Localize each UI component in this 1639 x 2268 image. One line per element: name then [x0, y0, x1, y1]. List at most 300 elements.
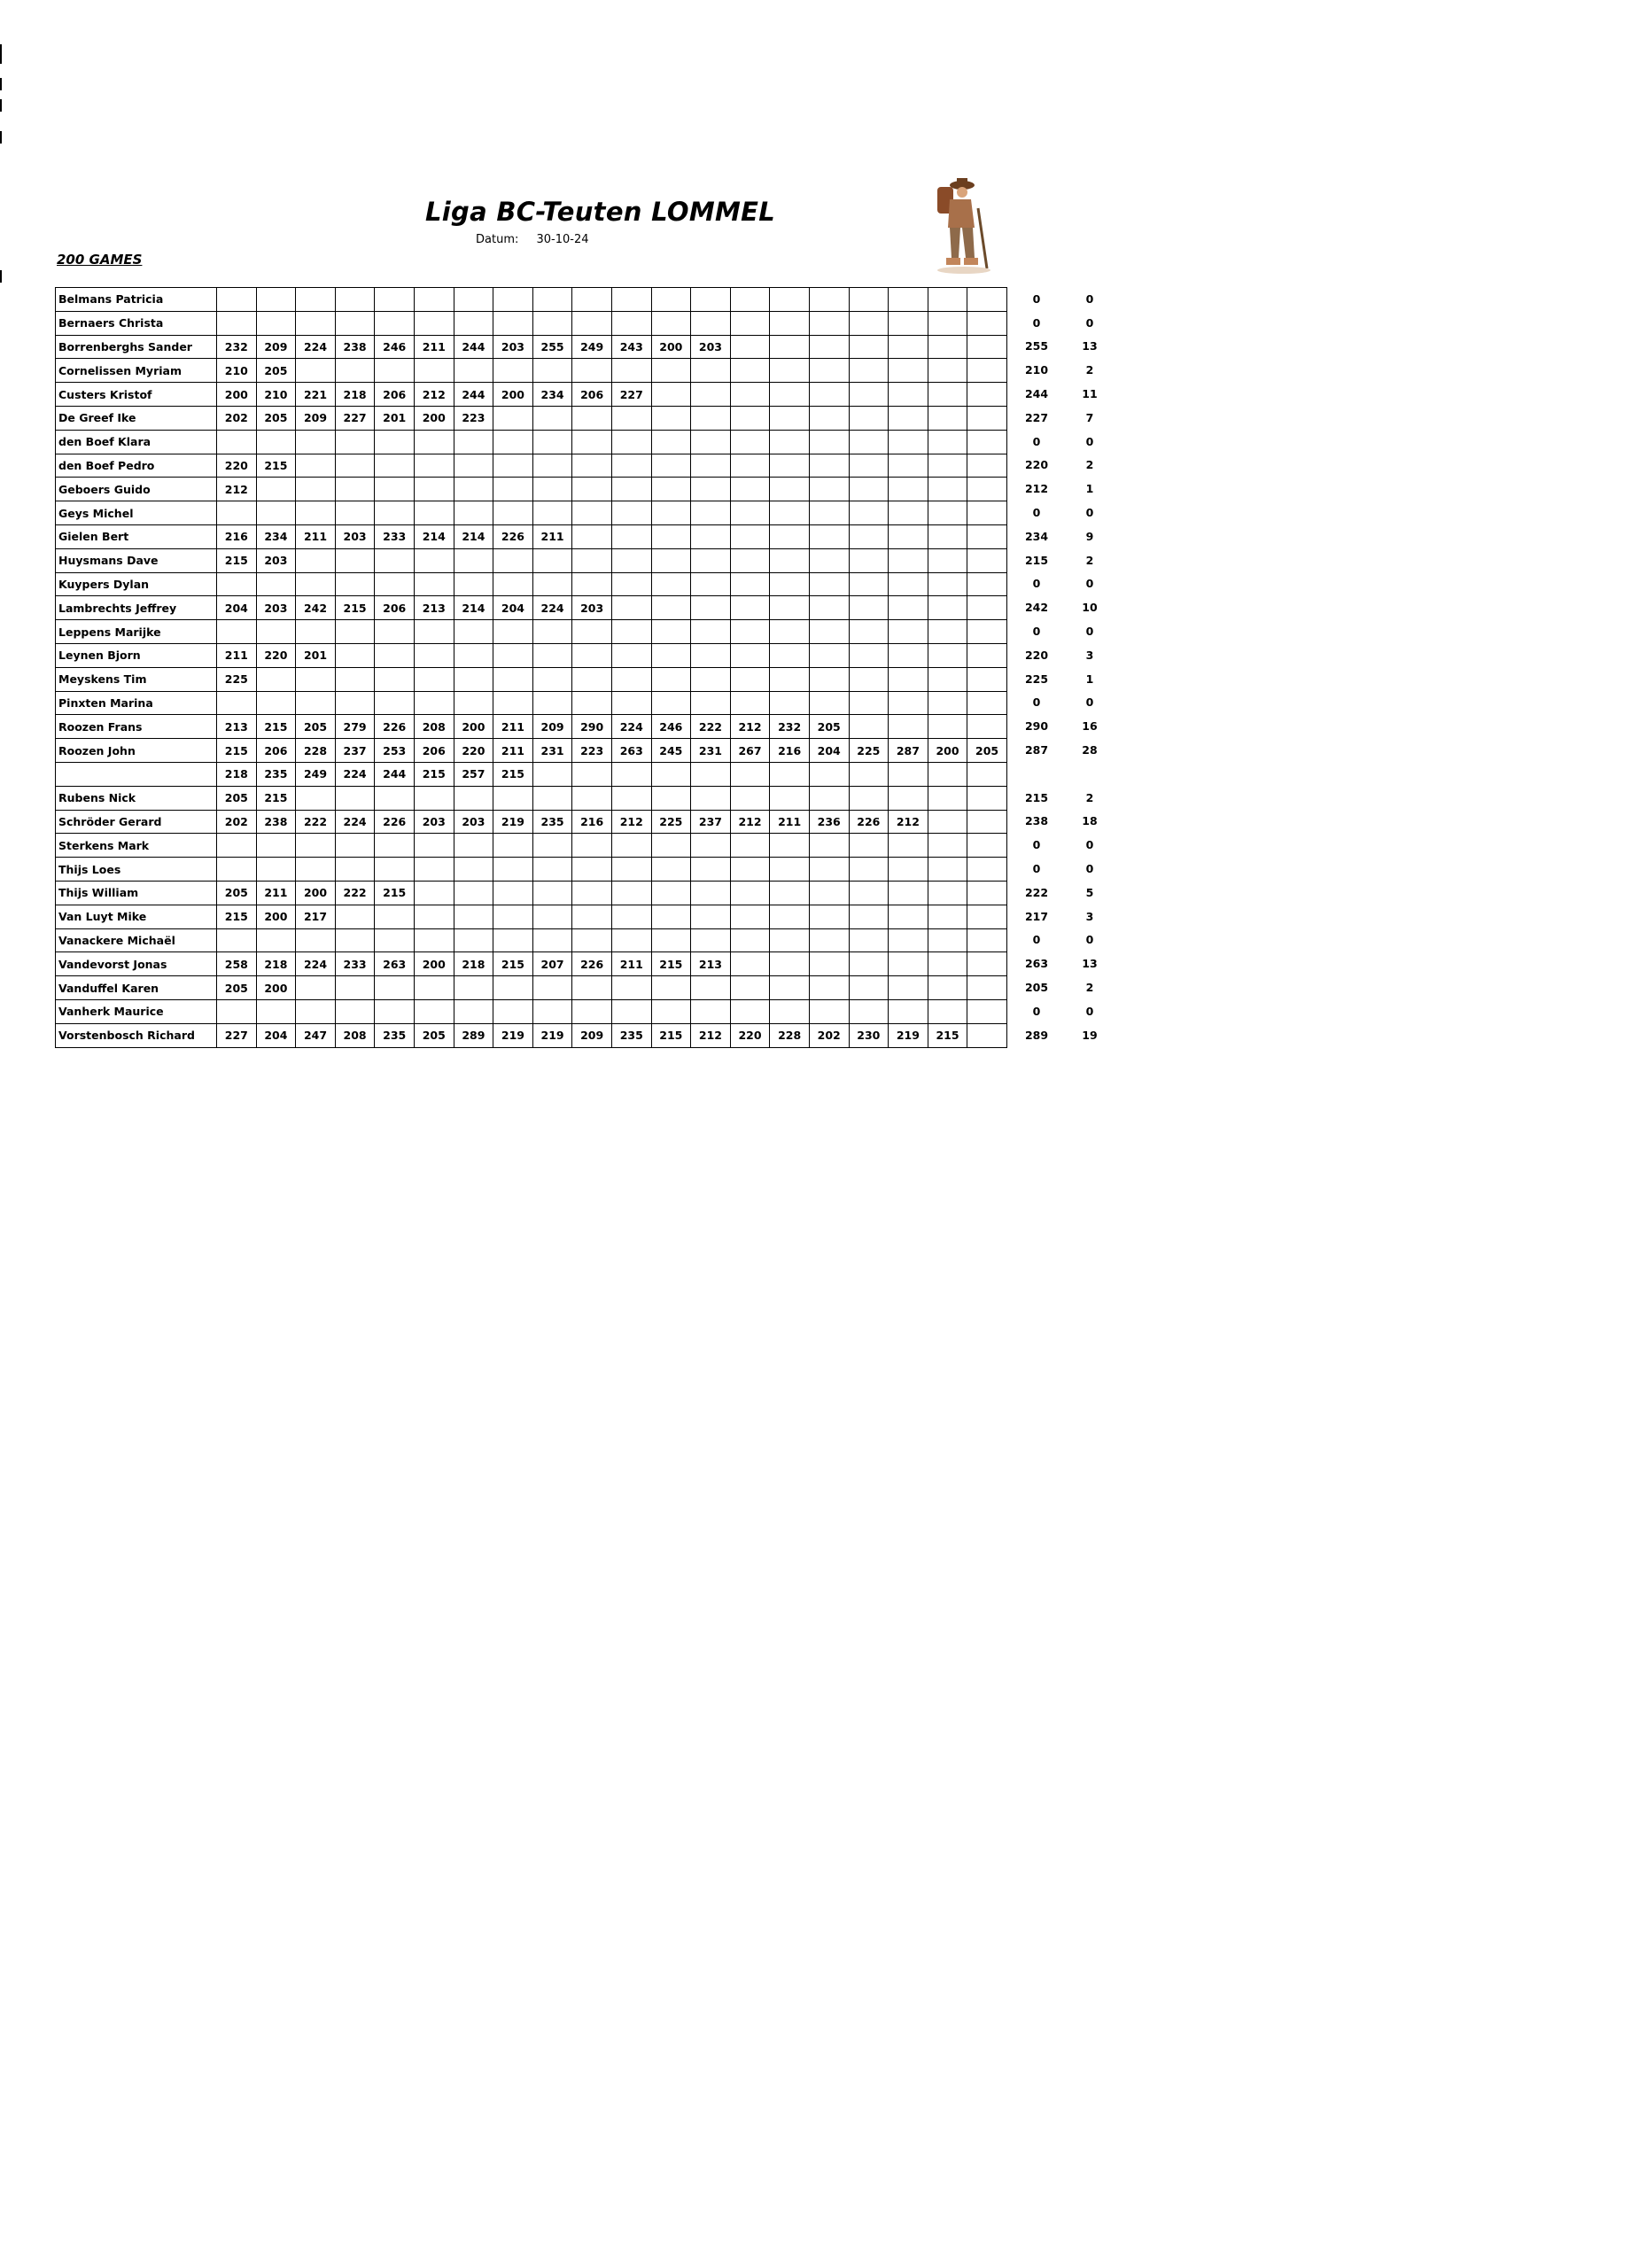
score-cell — [967, 524, 1007, 548]
score-cell — [651, 454, 691, 478]
score-cell — [454, 976, 493, 1000]
high-score: 0 — [1032, 315, 1041, 330]
score-cell — [572, 501, 612, 525]
high-score: 215 — [1024, 553, 1049, 567]
score-cell — [454, 430, 493, 454]
score-cell — [967, 335, 1007, 359]
score-cell — [889, 572, 928, 596]
score-cell: 214 — [454, 596, 493, 620]
score-cell: 225 — [651, 810, 691, 834]
score-cell — [256, 430, 296, 454]
score-cell — [730, 572, 770, 596]
score-cell: 209 — [256, 335, 296, 359]
score-cell — [889, 524, 928, 548]
game-count: 16 — [1082, 719, 1098, 734]
score-cell — [532, 691, 572, 715]
score-cell: 205 — [256, 406, 296, 430]
score-cell — [770, 905, 810, 928]
score-cell — [889, 643, 928, 667]
player-name — [56, 762, 217, 786]
score-cell — [572, 430, 612, 454]
score-cell: 255 — [532, 335, 572, 359]
score-cell — [493, 643, 533, 667]
score-cell — [770, 572, 810, 596]
score-cell — [730, 620, 770, 644]
score-cell — [572, 288, 612, 312]
score-cell — [414, 667, 454, 691]
score-cell — [611, 834, 651, 858]
high-score: 225 — [1024, 672, 1049, 686]
table-row — [56, 715, 1007, 739]
game-count: 18 — [1082, 814, 1098, 828]
score-cell — [532, 762, 572, 786]
totals-row — [1010, 951, 1116, 975]
score-cell — [889, 881, 928, 905]
table-row — [56, 596, 1007, 620]
score-cell — [454, 478, 493, 501]
score-cell: 213 — [414, 596, 454, 620]
score-cell — [967, 430, 1007, 454]
score-cell: 237 — [691, 810, 731, 834]
score-cell — [809, 643, 849, 667]
score-cell: 220 — [217, 454, 257, 478]
score-cell — [493, 478, 533, 501]
high-score: 287 — [1024, 743, 1049, 757]
score-cell — [335, 454, 375, 478]
score-cell — [572, 786, 612, 810]
score-cell — [809, 311, 849, 335]
score-cell — [256, 691, 296, 715]
score-cell: 230 — [849, 1023, 889, 1047]
score-cell: 287 — [889, 739, 928, 763]
game-count: 0 — [1085, 625, 1094, 639]
score-cell — [849, 976, 889, 1000]
score-cell — [296, 572, 336, 596]
high-score: 0 — [1032, 1004, 1041, 1018]
score-cell — [611, 762, 651, 786]
score-cell — [730, 691, 770, 715]
totals-row — [1010, 477, 1116, 501]
score-cell — [967, 786, 1007, 810]
score-cell — [414, 905, 454, 928]
score-cell — [691, 620, 731, 644]
score-cell — [572, 667, 612, 691]
score-cell: 211 — [493, 739, 533, 763]
score-cell — [967, 406, 1007, 430]
table-row — [56, 288, 1007, 312]
score-cell — [889, 620, 928, 644]
score-cell — [928, 335, 967, 359]
score-cell — [572, 572, 612, 596]
table-row — [56, 548, 1007, 572]
score-cell: 225 — [217, 667, 257, 691]
score-cell — [493, 905, 533, 928]
score-cell — [532, 501, 572, 525]
score-cell: 238 — [335, 335, 375, 359]
table-row — [56, 1023, 1007, 1047]
score-cell — [730, 952, 770, 976]
score-cell: 238 — [256, 810, 296, 834]
score-cell — [532, 572, 572, 596]
score-cell: 204 — [809, 739, 849, 763]
score-cell: 221 — [296, 383, 336, 407]
score-cell — [454, 501, 493, 525]
score-cell — [532, 478, 572, 501]
score-cell: 227 — [217, 1023, 257, 1047]
score-cell: 215 — [375, 881, 415, 905]
table-row — [56, 478, 1007, 501]
score-cell — [770, 834, 810, 858]
score-cell — [414, 572, 454, 596]
score-cell — [493, 667, 533, 691]
score-cell — [335, 928, 375, 952]
score-cell: 215 — [256, 454, 296, 478]
score-cell — [493, 976, 533, 1000]
score-cell — [611, 858, 651, 882]
score-cell — [809, 691, 849, 715]
score-cell: 227 — [611, 383, 651, 407]
score-cell — [454, 311, 493, 335]
high-score: 210 — [1024, 363, 1049, 377]
score-cell: 204 — [493, 596, 533, 620]
score-cell — [730, 454, 770, 478]
score-cell — [928, 881, 967, 905]
score-cell — [967, 620, 1007, 644]
high-score: 215 — [1024, 790, 1049, 804]
score-cell — [651, 786, 691, 810]
score-cell — [928, 572, 967, 596]
score-cell — [770, 952, 810, 976]
score-cell: 206 — [414, 739, 454, 763]
score-cell — [809, 905, 849, 928]
score-cell — [375, 858, 415, 882]
score-cell — [928, 643, 967, 667]
score-cell — [849, 928, 889, 952]
score-cell — [572, 478, 612, 501]
player-name: Kuypers Dylan — [56, 572, 217, 596]
score-cell: 234 — [532, 383, 572, 407]
score-cell — [572, 928, 612, 952]
score-cell — [493, 620, 533, 644]
score-cell — [691, 858, 731, 882]
score-cell — [730, 501, 770, 525]
table-row — [56, 739, 1007, 763]
score-cell — [770, 406, 810, 430]
score-cell: 279 — [335, 715, 375, 739]
totals-row — [1010, 430, 1116, 454]
score-cell — [889, 786, 928, 810]
score-cell — [849, 454, 889, 478]
score-cell — [414, 548, 454, 572]
score-cell — [967, 311, 1007, 335]
score-cell: 211 — [611, 952, 651, 976]
score-cell — [493, 881, 533, 905]
hiker-mascot-icon — [911, 173, 996, 277]
score-cell — [770, 430, 810, 454]
player-name: Bernaers Christa — [56, 311, 217, 335]
page-title: Liga BC-Teuten LOMMEL — [425, 197, 776, 227]
score-cell: 212 — [611, 810, 651, 834]
score-cell — [296, 501, 336, 525]
score-cell — [651, 406, 691, 430]
scan-mark — [0, 78, 2, 90]
score-cell — [967, 905, 1007, 928]
score-cell — [414, 881, 454, 905]
score-cell — [928, 501, 967, 525]
game-count: 28 — [1082, 743, 1098, 757]
score-cell — [809, 667, 849, 691]
score-cell — [889, 999, 928, 1023]
score-cell — [809, 976, 849, 1000]
score-cell: 205 — [967, 739, 1007, 763]
player-name: Belmans Patricia — [56, 288, 217, 312]
score-cell — [928, 524, 967, 548]
score-cell: 200 — [928, 739, 967, 763]
score-cell — [809, 359, 849, 383]
score-cell — [849, 905, 889, 928]
score-cell — [770, 999, 810, 1023]
score-cell: 218 — [256, 952, 296, 976]
score-cell — [651, 834, 691, 858]
score-cell — [296, 478, 336, 501]
score-cell — [770, 858, 810, 882]
score-cell — [217, 691, 257, 715]
table-row — [56, 667, 1007, 691]
score-cell — [532, 454, 572, 478]
score-cell — [770, 478, 810, 501]
score-cell — [217, 858, 257, 882]
score-cell — [335, 620, 375, 644]
table-row — [56, 454, 1007, 478]
high-score: 0 — [1032, 506, 1041, 520]
score-cell — [770, 762, 810, 786]
score-cell: 200 — [414, 952, 454, 976]
score-cell: 258 — [217, 952, 257, 976]
score-cell — [572, 999, 612, 1023]
game-count — [1063, 762, 1116, 786]
score-cell — [217, 620, 257, 644]
score-cell — [454, 834, 493, 858]
totals-row — [1010, 643, 1116, 667]
score-cell — [296, 786, 336, 810]
score-cell — [889, 406, 928, 430]
score-cell: 236 — [809, 810, 849, 834]
score-cell — [532, 905, 572, 928]
score-cell — [454, 667, 493, 691]
score-cell — [414, 643, 454, 667]
table-row — [56, 383, 1007, 407]
score-cell — [414, 928, 454, 952]
table-row — [56, 999, 1007, 1023]
score-cell — [809, 335, 849, 359]
score-cell — [928, 999, 967, 1023]
score-cell: 204 — [217, 596, 257, 620]
score-cell — [217, 572, 257, 596]
high-score: 0 — [1032, 695, 1041, 710]
score-cell — [967, 952, 1007, 976]
score-cell: 203 — [572, 596, 612, 620]
score-cell — [335, 311, 375, 335]
score-cell — [375, 620, 415, 644]
score-cell — [730, 643, 770, 667]
score-cell — [572, 905, 612, 928]
score-cell — [296, 359, 336, 383]
score-cell: 205 — [809, 715, 849, 739]
score-cell — [967, 454, 1007, 478]
score-cell — [375, 548, 415, 572]
score-cell — [889, 478, 928, 501]
score-cell — [335, 430, 375, 454]
game-count: 0 — [1085, 933, 1094, 947]
score-cell — [809, 786, 849, 810]
score-cell — [849, 501, 889, 525]
score-cell — [967, 478, 1007, 501]
score-cell — [967, 715, 1007, 739]
score-cell — [296, 928, 336, 952]
score-cell — [217, 430, 257, 454]
score-cell — [691, 643, 731, 667]
score-cell — [967, 810, 1007, 834]
score-cell: 290 — [572, 715, 612, 739]
totals-row — [1010, 501, 1116, 524]
score-cell: 222 — [296, 810, 336, 834]
score-cell — [375, 643, 415, 667]
score-cell — [691, 478, 731, 501]
score-cell — [730, 905, 770, 928]
score-cell: 243 — [611, 335, 651, 359]
score-cell — [770, 311, 810, 335]
score-cell — [770, 596, 810, 620]
score-cell — [651, 762, 691, 786]
score-cell: 200 — [217, 383, 257, 407]
score-cell — [730, 311, 770, 335]
score-cell: 211 — [414, 335, 454, 359]
player-name: Geboers Guido — [56, 478, 217, 501]
high-score: 0 — [1032, 434, 1041, 448]
score-cell — [928, 478, 967, 501]
totals-row — [1010, 905, 1116, 928]
score-cell — [889, 976, 928, 1000]
score-cell — [532, 881, 572, 905]
high-score: 238 — [1024, 814, 1049, 828]
score-cell — [532, 548, 572, 572]
score-cell — [611, 548, 651, 572]
date-value: 30-10-24 — [536, 233, 589, 246]
score-cell — [454, 643, 493, 667]
score-cell — [611, 572, 651, 596]
score-cell — [454, 881, 493, 905]
score-cell — [375, 430, 415, 454]
game-count: 0 — [1085, 1004, 1094, 1018]
score-cell — [611, 454, 651, 478]
score-cell: 233 — [375, 524, 415, 548]
score-cell — [967, 834, 1007, 858]
game-count: 0 — [1085, 315, 1094, 330]
score-cell: 203 — [691, 335, 731, 359]
score-cell — [730, 406, 770, 430]
score-cell — [572, 548, 612, 572]
score-cell: 219 — [532, 1023, 572, 1047]
score-cell — [532, 786, 572, 810]
high-score: 205 — [1024, 981, 1049, 994]
score-cell — [493, 359, 533, 383]
game-count: 2 — [1085, 553, 1094, 567]
score-cell — [967, 667, 1007, 691]
high-score: 0 — [1032, 862, 1041, 876]
score-cell — [928, 691, 967, 715]
score-cell — [809, 834, 849, 858]
totals-row — [1010, 406, 1116, 430]
score-cell — [889, 691, 928, 715]
score-cell — [611, 311, 651, 335]
score-cell: 211 — [493, 715, 533, 739]
score-cell — [454, 359, 493, 383]
high-score: 234 — [1024, 529, 1049, 543]
score-cell: 227 — [335, 406, 375, 430]
score-cell: 244 — [454, 335, 493, 359]
totals-row — [1010, 454, 1116, 478]
score-cell: 226 — [493, 524, 533, 548]
score-cell — [889, 548, 928, 572]
score-cell — [967, 501, 1007, 525]
score-cell — [928, 596, 967, 620]
score-cell — [691, 667, 731, 691]
table-row — [56, 834, 1007, 858]
score-cell — [849, 288, 889, 312]
score-cell: 209 — [296, 406, 336, 430]
score-cell: 263 — [375, 952, 415, 976]
score-cell: 224 — [611, 715, 651, 739]
player-name: Cornelissen Myriam — [56, 359, 217, 383]
score-cell — [849, 691, 889, 715]
score-cell — [889, 335, 928, 359]
score-cell — [296, 548, 336, 572]
player-name: Huysmans Dave — [56, 548, 217, 572]
game-count: 2 — [1085, 458, 1094, 472]
score-cell — [414, 288, 454, 312]
game-count: 0 — [1085, 506, 1094, 520]
score-cell: 207 — [532, 952, 572, 976]
score-cell: 218 — [217, 762, 257, 786]
score-cell: 249 — [296, 762, 336, 786]
table-row — [56, 643, 1007, 667]
score-cell — [849, 786, 889, 810]
score-cell — [691, 976, 731, 1000]
score-cell — [730, 762, 770, 786]
score-cell: 215 — [493, 952, 533, 976]
score-cell — [889, 952, 928, 976]
high-score: 0 — [1032, 933, 1041, 947]
score-cell — [691, 928, 731, 952]
scan-mark — [0, 131, 2, 144]
score-cell — [335, 786, 375, 810]
score-cell — [611, 691, 651, 715]
score-cell — [889, 596, 928, 620]
score-cell — [256, 928, 296, 952]
game-count: 3 — [1085, 909, 1094, 923]
score-cell — [651, 311, 691, 335]
score-cell — [296, 454, 336, 478]
totals-row — [1010, 1023, 1116, 1047]
high-score: 227 — [1024, 410, 1049, 424]
score-cell — [493, 548, 533, 572]
totals-row — [1010, 287, 1116, 311]
score-cell — [730, 478, 770, 501]
score-cell — [928, 548, 967, 572]
game-count: 11 — [1082, 387, 1098, 401]
score-cell — [691, 572, 731, 596]
score-cell — [809, 596, 849, 620]
